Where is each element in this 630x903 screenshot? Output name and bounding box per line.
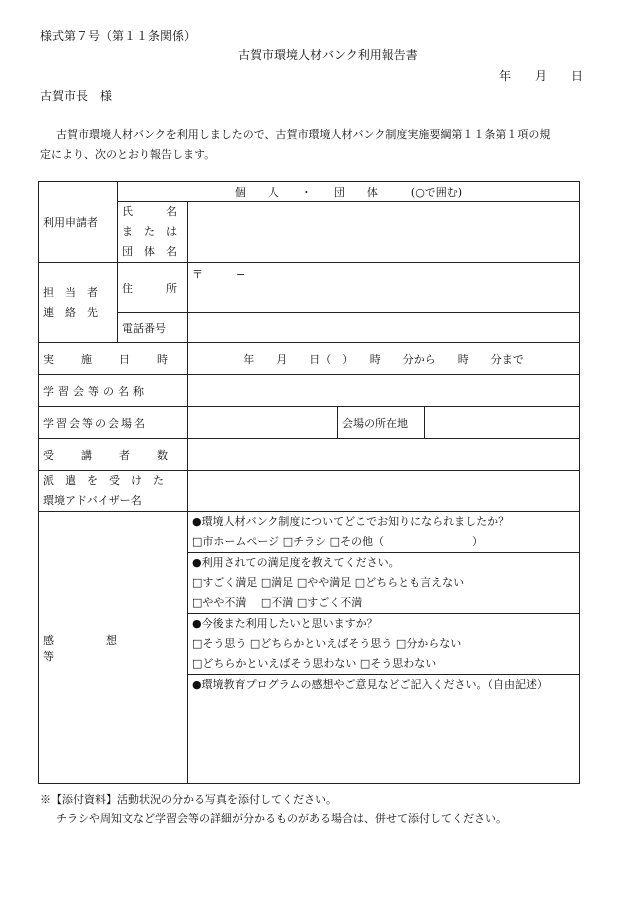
event-name-field[interactable] — [188, 375, 580, 407]
applicant-label: 利用申請者 — [39, 182, 118, 263]
q2-option-dissatisfied[interactable]: □不満 — [260, 596, 294, 609]
event-name-label: 学習会等の名称 — [39, 375, 188, 407]
q2-text: ●利用されての満足度を教えてください。 — [192, 556, 400, 569]
intro-line-2: 定により、次のとおり報告します。 — [40, 148, 216, 161]
q1-options — [192, 532, 575, 552]
page-title: 古賀市環境人材バンク利用報告書 — [238, 48, 418, 62]
participants-field[interactable] — [188, 439, 580, 471]
q2-option-somewhat-dissatisfied[interactable]: □やや不満 — [192, 596, 247, 609]
name-label: 氏 名 ま た は 団 体 名 — [118, 202, 188, 263]
q2-options-row2 — [192, 593, 575, 613]
phone-field[interactable] — [188, 313, 580, 343]
q2-option-very-dissatisfied[interactable]: □すごく不満 — [296, 596, 363, 609]
contact-label: 担 当 者 連 絡 先 — [39, 263, 118, 343]
q3-option-somewhat-disagree[interactable]: □どちらかといえばそう思わない — [192, 657, 357, 670]
free-comment-area[interactable] — [192, 695, 575, 779]
advisor-label: 派 遣 を 受 け た 環境アドバイザー名 — [39, 471, 188, 512]
impressions-field — [188, 512, 580, 784]
attachment-note-2: チラシや周知文など学習会等の詳細が分かるものがある場合は、併せて添付してください。 — [56, 812, 507, 825]
q3-options-row1 — [192, 634, 575, 654]
name-field[interactable] — [188, 202, 580, 263]
q3-option-somewhat-agree[interactable]: □どちらかといえばそう思う — [249, 637, 393, 650]
q1-option-other[interactable]: □その他（ ） — [329, 535, 483, 548]
advisor-field[interactable] — [188, 471, 580, 512]
q1-option-website[interactable]: □市ホームページ — [192, 535, 280, 548]
venue-name-label: 学習会等の会場名 — [39, 407, 188, 439]
q1-text: ●環境人材バンク制度についてどこでお知りになられましたか？ — [192, 515, 510, 528]
q4-text: ●環境教育プログラムの感想やご意見などご記入ください。（自由記述） — [192, 678, 548, 691]
q3-text: ●今後また利用したいと思いますか？ — [192, 617, 378, 630]
report-form-table — [38, 181, 580, 784]
intro-line-1: 古賀市環境人材バンクを利用しましたので、古賀市環境人材バンク制度実施要綱第１１条第１項の規 — [56, 128, 551, 141]
date-line[interactable]: 年 月 日 — [499, 69, 584, 83]
q3-option-disagree[interactable]: □そう思わない — [359, 657, 437, 670]
q2-option-very-satisfied[interactable]: □すごく満足 — [192, 576, 258, 589]
venue-location-label: 会場の所在地 — [338, 407, 425, 439]
q3-option-unsure[interactable]: □分からない — [395, 637, 462, 650]
form-number: 様式第７号（第１１条関係） — [40, 29, 197, 43]
participants-label: 受 講 者 数 — [39, 439, 188, 471]
datetime-label: 実 施 日 時 — [39, 343, 188, 375]
datetime-field[interactable]: 年 月 日（ ） 時 分から 時 分まで — [188, 343, 580, 375]
attachment-note: ※【添付資料】活動状況の分かる写真を添付してください。 — [40, 793, 337, 806]
venue-location-field[interactable] — [425, 407, 580, 439]
q1-option-flyer[interactable]: □チラシ — [282, 535, 327, 548]
q2-options-row1 — [192, 573, 575, 593]
phone-label: 電話番号 — [118, 313, 188, 343]
q2-option-somewhat-satisfied[interactable]: □やや満足 — [296, 576, 352, 589]
impressions-label: 感 想 等 — [39, 512, 188, 784]
q3-option-agree[interactable]: □そう思う — [192, 637, 247, 650]
individual-group-selector[interactable]: 個 人 ・ 団 体 (○で囲む) — [118, 182, 580, 202]
q3-options-row2 — [192, 654, 575, 674]
address-field[interactable]: 〒 − — [188, 263, 580, 313]
q2-option-satisfied[interactable]: □満足 — [260, 576, 294, 589]
addressee: 古賀市長 様 — [40, 89, 113, 103]
q2-option-neutral[interactable]: □どちらとも言えない — [354, 576, 465, 589]
venue-name-field[interactable] — [188, 407, 338, 439]
address-label: 住 所 — [118, 263, 188, 313]
